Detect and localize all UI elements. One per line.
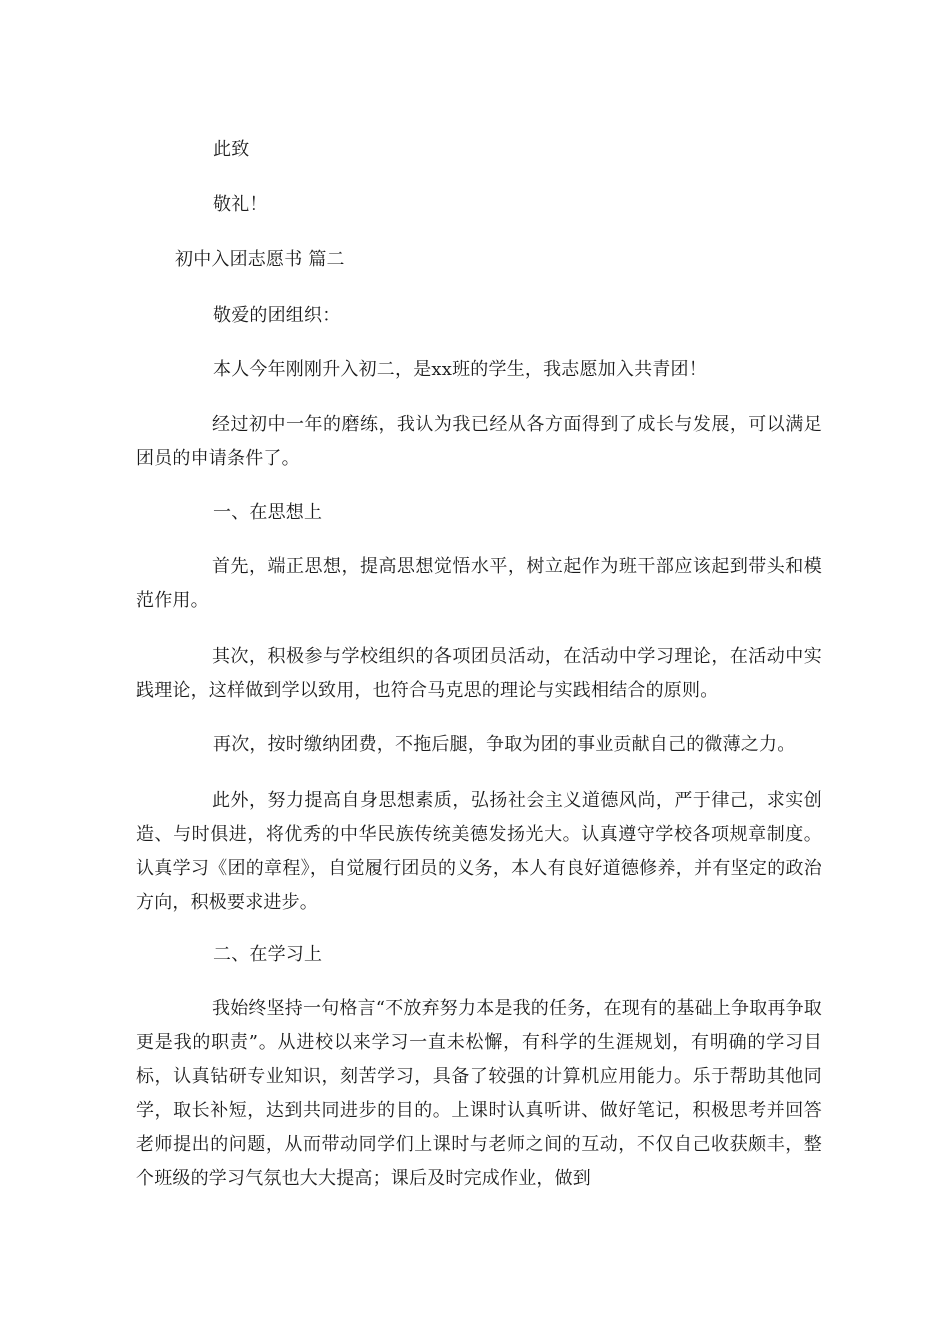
paragraph-third: 再次，按时缴纳团费，不拖后腿，争取为团的事业贡献自己的微薄之力。 xyxy=(213,734,796,755)
paragraph-second: 其次，积极参与学校组织的各项团员活动，在活动中学习理论，在活动中实践理论，这样做到学以致用，也符合马克思的理论与实践相结合的原则。 xyxy=(136,646,822,701)
greeting: 敬爱的团组织： xyxy=(213,305,341,326)
paragraph-study: 我始终坚持一句格言“不放弃努力本是我的任务，在现有的基础上争取再争取更是我的职责”。从进校以来学习一直未松懈，有科学的生涯规划，有明确的学习目标，认真钻研专业知识，刻苦学习，具备了较强的计算机应用能力。乐于帮助其他同学，取长补短，达到共同进步的目的。上课时认真听讲、做好笔记，积极思考并回答老师提出的问题，从而带动同学们上课时与老师之间的互动，不仅自己收获颇丰，整个班级的学习气氛也大大提高；课后及时完成作业，做到 xyxy=(136,998,822,1189)
closing-regards: 敬礼！ xyxy=(213,194,268,215)
heading-thought: 一、在思想上 xyxy=(213,502,323,523)
section-title: 初中入团志愿书 篇二 xyxy=(175,249,345,270)
paragraph-intro: 本人今年刚刚升入初二，是xx班的学生，我志愿加入共青团！ xyxy=(213,359,707,380)
paragraph-experience: 经过初中一年的磨练，我认为我已经从各方面得到了成长与发展，可以满足团员的申请条件了。 xyxy=(136,414,822,469)
closing-salutation: 此致 xyxy=(213,139,250,160)
paragraph-first: 首先，端正思想，提高思想觉悟水平，树立起作为班干部应该起到带头和模范作用。 xyxy=(136,556,822,611)
paragraph-besides: 此外，努力提高自身思想素质，弘扬社会主义道德风尚，严于律己，求实创造、与时俱进，将优秀的中华民族传统美德发扬光大。认真遵守学校各项规章制度。认真学习《团的章程》，自觉履行团员的义务，本人有良好道德修养，并有坚定的政治方向，积极要求进步。 xyxy=(136,790,822,913)
heading-study: 二、在学习上 xyxy=(213,944,323,965)
